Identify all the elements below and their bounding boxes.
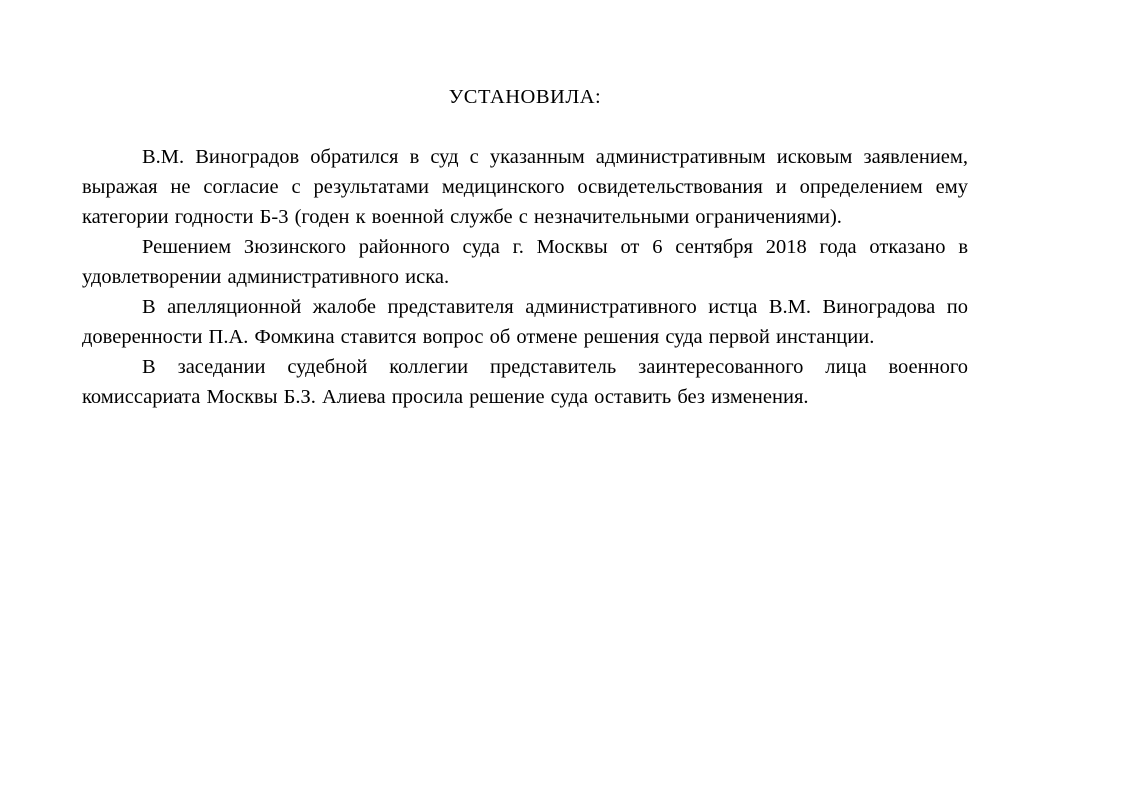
paragraph-appeal: В апелляционной жалобе представителя административного истца В.М. Виноградова по доверенности П.А. Фомкина ставится вопрос об отмене решения суда первой инстанции. [82, 296, 968, 348]
paragraph-first-instance-decision: Решением Зюзинского районного суда г. Москвы от 6 сентября 2018 года отказано в удовлетворении административного иска. [82, 236, 968, 288]
paragraph-claim: В.М. Виноградов обратился в суд с указанным административным исковым заявлением, выражая не согласие с результатами медицинского освидетельствования и определением ему категории годности Б-3 (годен к военной службе с незначительными ограничениями). [82, 146, 968, 228]
paragraph-hearing: В заседании судебной коллегии представитель заинтересованного лица военного комиссариата Москвы Б.З. Алиева просила решение суда оставить без изменения. [82, 356, 968, 408]
section-heading: УСТАНОВИЛА: [448, 86, 602, 108]
document-text-block [82, 82, 968, 412]
